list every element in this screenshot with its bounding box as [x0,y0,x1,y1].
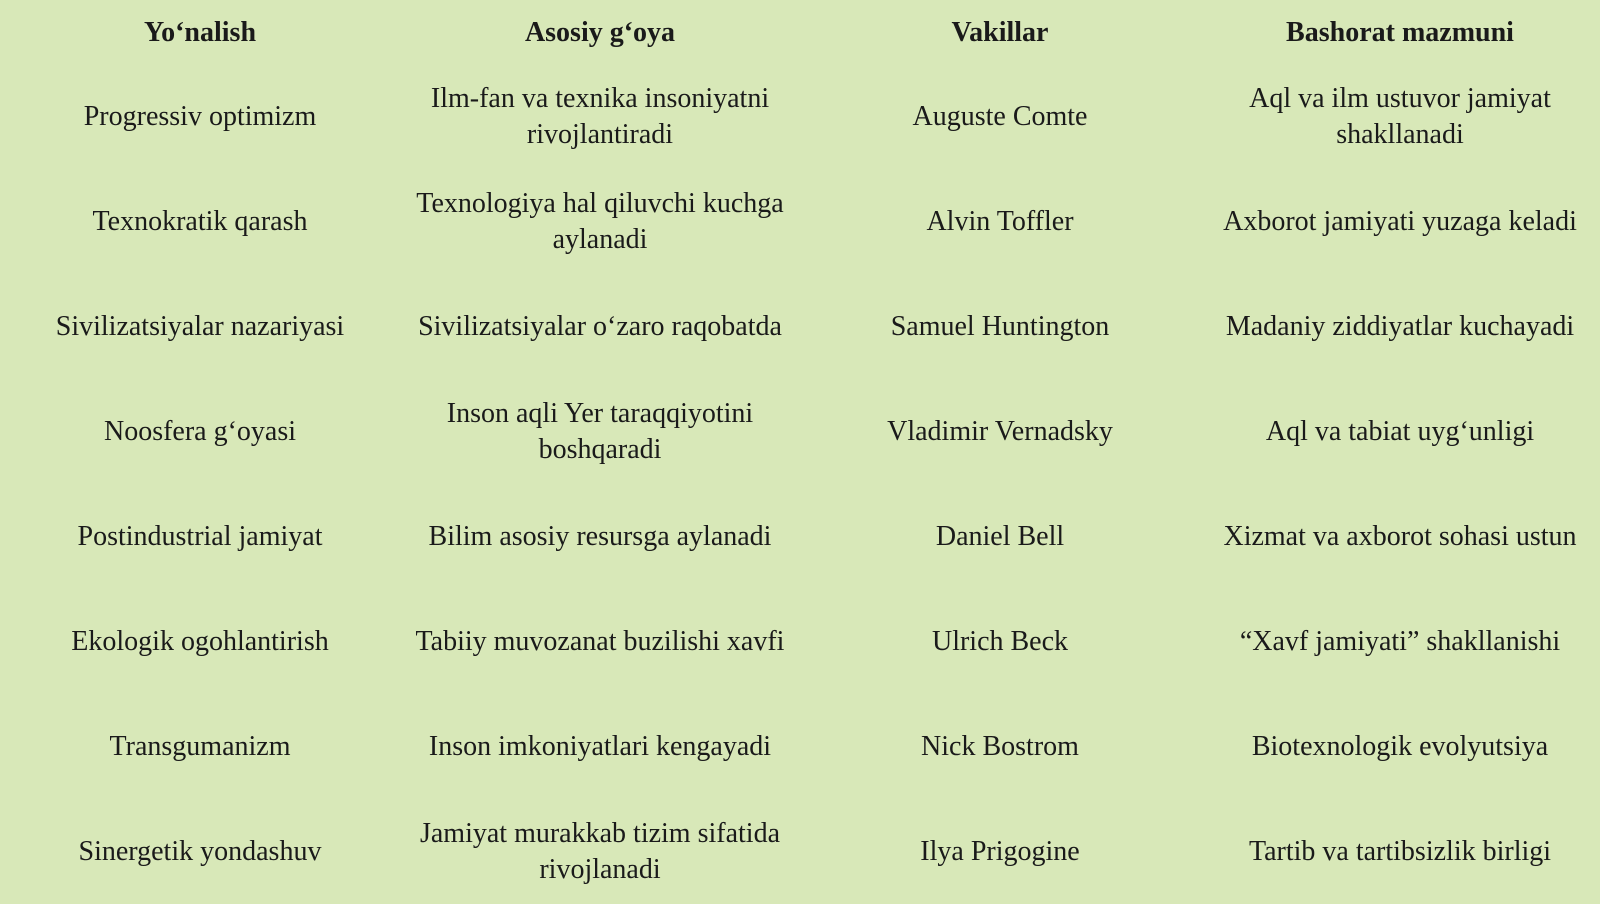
cell-main-idea: Tabiiy muvozanat buzilishi xavfi [415,625,785,657]
cell-representatives: Ulrich Beck [931,625,1069,657]
cell-representatives: Daniel Bell [935,520,1065,552]
cell-representatives: Samuel Huntington [890,310,1110,342]
cell-representatives: Alvin Toffler [926,205,1074,237]
cell-representatives: Nick Bostrom [921,730,1079,762]
header-direction: Yo‘nalish [143,16,257,48]
cell-main-idea: Inson imkoniyatlari kengayadi [428,730,772,762]
cell-direction: Sinergetik yondashuv [78,835,322,867]
table-header [0,0,1600,64]
table-row [0,799,1600,904]
cell-main-idea: Ilm-fan va texnika insoniyatni rivojlantiradi [430,82,770,150]
table-row [0,484,1600,589]
cell-main-idea: Bilim asosiy resursga aylanadi [428,520,772,552]
cell-forecast: Aql va tabiat uyg‘unligi [1265,415,1535,447]
cell-main-idea: Texnologiya hal qiluvchi kuchga aylanadi [416,187,784,255]
cell-forecast: Axborot jamiyati yuzaga keladi [1223,205,1577,237]
cell-main-idea: Sivilizatsiyalar o‘zaro raqobatda [418,310,782,342]
cell-forecast: “Xavf jamiyati” shakllanishi [1239,625,1561,657]
cell-direction: Transgumanizm [109,730,291,762]
cell-main-idea: Inson aqli Yer taraqqiyotini boshqaradi [446,397,754,465]
table-row [0,64,1600,169]
cell-forecast: Aql va ilm ustuvor jamiyat shakllanadi [1249,82,1551,150]
table-body [0,64,1600,904]
cell-forecast: Tartib va tartibsizlik birligi [1248,835,1552,867]
cell-direction: Progressiv optimizm [83,100,317,132]
cell-direction: Noosfera g‘oyasi [103,415,297,447]
header-main-idea: Asosiy g‘oya [524,16,676,48]
cell-forecast: Biotexnologik evolyutsiya [1251,730,1549,762]
cell-representatives: Ilya Prigogine [920,835,1080,867]
cell-representatives: Auguste Comte [912,100,1088,132]
table-row [0,274,1600,379]
table-row [0,694,1600,799]
cell-direction: Postindustrial jamiyat [77,520,323,552]
cell-forecast: Xizmat va axborot sohasi ustun [1223,520,1577,552]
cell-direction: Texnokratik qarash [92,205,308,237]
header-row [0,0,1600,64]
table-row [0,589,1600,694]
table-row [0,379,1600,484]
cell-forecast: Madaniy ziddiyatlar kuchayadi [1225,310,1575,342]
table-row [0,169,1600,274]
cell-direction: Sivilizatsiyalar nazariyasi [55,310,345,342]
cell-representatives: Vladimir Vernadsky [887,415,1113,447]
cell-direction: Ekologik ogohlantirish [71,625,329,657]
cell-main-idea: Jamiyat murakkab tizim sifatida rivojlanadi [419,817,780,885]
header-forecast: Bashorat mazmuni [1286,16,1514,48]
header-representatives: Vakillar [951,16,1049,48]
